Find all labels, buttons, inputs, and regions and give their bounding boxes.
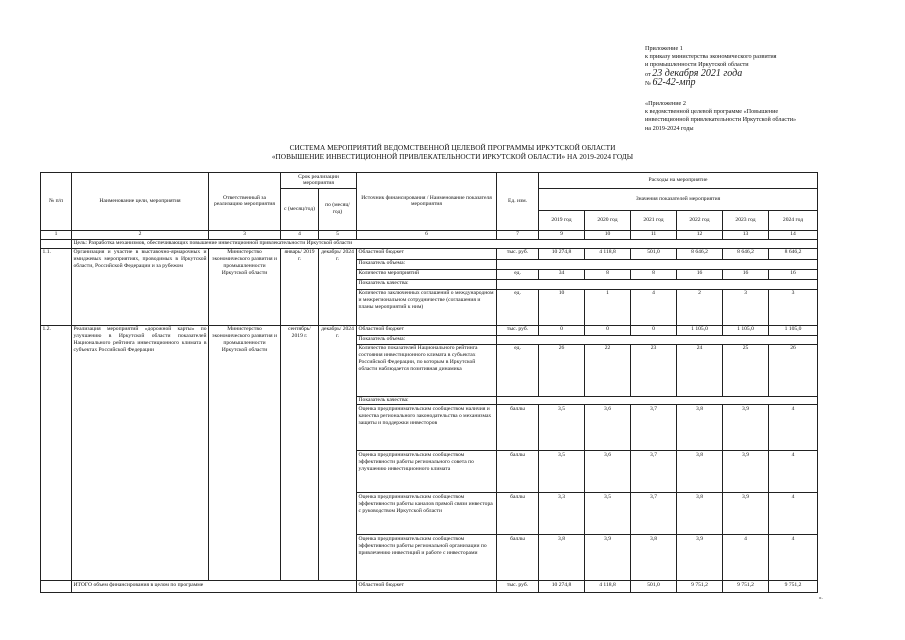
header-year: 2021 год [631, 210, 677, 230]
value-cell: 1 105,0 [723, 325, 769, 335]
value-cell: 1 105,0 [769, 325, 818, 335]
col-number: 12 [677, 230, 723, 239]
col-number: 10 [585, 230, 631, 239]
header-num: № п/п [41, 173, 72, 231]
value-cell: 8 [631, 269, 677, 279]
value-cell: 3,9 [723, 493, 769, 535]
value-cell: 3 [769, 289, 818, 325]
m2-budget-unit: тыс. руб. [497, 325, 539, 335]
appendix2-block [645, 100, 845, 133]
m1-volume-label: Показатель объема: [357, 259, 497, 269]
value-cell: 9 751,2 [723, 581, 769, 593]
header-expenses: Расходы на мероприятие [539, 173, 818, 189]
value-cell: 10 [539, 289, 585, 325]
m2-quality-unit: баллы [497, 493, 539, 535]
value-cell: 16 [677, 269, 723, 279]
m1-num: 1.1. [41, 248, 72, 325]
value-cell: 16 [723, 269, 769, 279]
col-number: 1 [41, 230, 72, 239]
m2-quality-unit: баллы [497, 405, 539, 451]
value-cell: 24 [677, 344, 723, 396]
value-cell: 26 [539, 344, 585, 396]
header-name: Наименование цели, мероприятия [72, 173, 209, 231]
value-cell: 10 274,8 [539, 581, 585, 593]
number-prefix: № [645, 79, 651, 87]
goal-num-cell [41, 239, 72, 248]
m1-volume-name: Количество мероприятий [357, 269, 497, 279]
col-number: 7 [497, 230, 539, 239]
value-cell: 3,8 [677, 405, 723, 451]
m2-volume-name: Количество показателей Национального рейтинга состояния инвестиционного климата в субъектах Российской Федерации, по которым в Иркутской области наблюдается позитивная динамика [357, 344, 497, 396]
value-cell: 22 [585, 344, 631, 396]
header-year: 2024 год [769, 210, 818, 230]
value-cell: 1 [585, 289, 631, 325]
value-cell: 8 [585, 269, 631, 279]
col-number: 5 [319, 230, 357, 239]
end-quote-mark: ». [819, 596, 823, 601]
value-cell: 4 [723, 535, 769, 581]
m2-name: Реализация мероприятий «дорожной карты» по улучшению в Иркутской области показателей Национального рейтинга инвестиционного климата в субъектах Российской Федерации [72, 325, 209, 581]
col-number: 2 [72, 230, 209, 239]
col-number: 11 [631, 230, 677, 239]
empty-cell [497, 396, 818, 405]
total-source: Областной бюджет [357, 581, 497, 593]
m1-name: Организация и участие в выставочно-ярмарочных и имиджевых мероприятиях, проводимых в Иркутской области, Российской Федерации и за рубежом [72, 248, 209, 325]
appendix2-line: «Приложение 2 [645, 100, 686, 107]
m2-volume-unit: ед. [497, 344, 539, 396]
value-cell: 4 118,8 [585, 581, 631, 593]
m2-responsible: Министерство экономического развития и промышленности Иркутской области [209, 325, 281, 581]
value-cell: 4 118,8 [585, 248, 631, 259]
m1-responsible: Министерство экономического развития и промышленности Иркутской области [209, 248, 281, 325]
header-unit: Ед. изм. [497, 173, 539, 231]
value-cell: 3,8 [631, 535, 677, 581]
m2-num: 1.2. [41, 325, 72, 581]
appendix-number [645, 76, 845, 88]
header-term-to: по (месяц/год) [319, 188, 357, 230]
appendix2-line: на 2019-2024 годы [645, 124, 694, 132]
value-cell: 0 [585, 325, 631, 335]
value-cell: 4 [769, 405, 818, 451]
value-cell: 3,5 [539, 451, 585, 493]
value-cell: 16 [769, 269, 818, 279]
m2-quality-name: Оценка предпринимательским сообществом эффективности работы каналов прямой связи инвестора с руководством Иркутской области [357, 493, 497, 535]
document-title [0, 144, 905, 162]
value-cell: 8 646,2 [677, 248, 723, 259]
value-cell: 10 274,8 [539, 248, 585, 259]
m2-quality-name: Оценка предпринимательским сообществом эффективности работы регионального совета по улучшению инвестиционного климата [357, 451, 497, 493]
goal-row: Цель: Разработка механизмов, обеспечивающих повышение инвестиционной привлекательности Иркутской области [72, 239, 818, 248]
value-cell: 4 [769, 535, 818, 581]
value-cell: 3,6 [585, 451, 631, 493]
appendix2-line: к ведомственной целевой программе «Повышение [645, 108, 779, 116]
value-cell: 9 751,2 [677, 581, 723, 593]
m1-quality-label: Показатель качества: [357, 279, 497, 289]
empty-cell [497, 259, 818, 269]
col-number: 13 [723, 230, 769, 239]
header-year: 2020 год [585, 210, 631, 230]
m1-budget-unit: тыс. руб. [497, 248, 539, 259]
m1-quality-unit: ед. [497, 289, 539, 325]
value-cell: 4 [631, 289, 677, 325]
value-cell: 3,9 [723, 405, 769, 451]
m2-quality-unit: баллы [497, 535, 539, 581]
value-cell: 3,9 [677, 535, 723, 581]
empty-cell [497, 335, 818, 344]
col-number: 9 [539, 230, 585, 239]
value-cell: 0 [631, 325, 677, 335]
value-cell: 9 751,2 [769, 581, 818, 593]
m1-to: декабрь/ 2024 г. [319, 248, 357, 325]
value-cell: 8 646,2 [769, 248, 818, 259]
date-prefix: от [645, 70, 651, 78]
col-number: 6 [357, 230, 497, 239]
appendix2-line: инвестиционной привлекательности Иркутской области» [645, 116, 797, 124]
value-cell: 34 [539, 269, 585, 279]
title-line: «ПОВЫШЕНИЕ ИНВЕСТИЦИОННОЙ ПРИВЛЕКАТЕЛЬНОСТИ ИРКУТСКОЙ ОБЛАСТИ» НА 2019-2024 ГОДЫ [271, 151, 634, 161]
handwritten-number: 62-42-мпр [652, 76, 696, 88]
m2-quality-unit: баллы [497, 451, 539, 493]
total-label: ИТОГО объем финансирования в целом по программе [72, 581, 357, 593]
header-indicator-values: Значения показателей мероприятия [539, 188, 818, 210]
value-cell: 23 [631, 344, 677, 396]
m2-quality-name: Оценка предпринимательским сообществом эффективности работы региональной организации по привлечению инвестиций и работе с инвесторами [357, 535, 497, 581]
value-cell: 501,0 [631, 248, 677, 259]
value-cell: 3,9 [585, 535, 631, 581]
value-cell: 3,7 [631, 405, 677, 451]
header-responsible: Ответственный за реализацию мероприятия [209, 173, 281, 231]
header-term-from: с (месяц/год) [281, 188, 319, 230]
value-cell: 3,8 [677, 451, 723, 493]
value-cell: 3,5 [585, 493, 631, 535]
value-cell: 4 [769, 493, 818, 535]
value-cell: 4 [769, 451, 818, 493]
m2-from: сентябрь/ 2019 г. [281, 325, 319, 581]
m2-quality-name: Оценка предпринимательским сообществом наличия и качества регионального законодательства о механизмах защиты и поддержки инвесторов [357, 405, 497, 451]
value-cell: 3 [723, 289, 769, 325]
value-cell: 3,3 [539, 493, 585, 535]
col-number: 3 [209, 230, 281, 239]
value-cell: 0 [539, 325, 585, 335]
value-cell: 3,5 [539, 405, 585, 451]
handwritten-date: 23 декабря 2021 года [652, 67, 743, 79]
appendix-line: и промышленности Иркутской области [645, 61, 749, 69]
appendix-line: к приказу министерства экономического развития [645, 53, 777, 61]
header-year: 2019 год [539, 210, 585, 230]
value-cell: 3,8 [539, 535, 585, 581]
appendix-block [645, 45, 845, 88]
m2-to: декабрь/ 2024 г. [319, 325, 357, 581]
header-term: Срок реализации мероприятия [281, 173, 357, 189]
value-cell: 501,0 [631, 581, 677, 593]
value-cell: 1 105,0 [677, 325, 723, 335]
m2-volume-label: Показатель объема: [357, 335, 497, 344]
m2-quality-label: Показатель качества: [357, 396, 497, 405]
title-line: СИСТЕМА МЕРОПРИЯТИЙ ВЕДОМСТВЕННОЙ ЦЕЛЕВОЙ ПРОГРАММЫ ИРКУТСКОЙ ОБЛАСТИ [289, 143, 616, 152]
value-cell: 8 646,2 [723, 248, 769, 259]
measures-table [40, 172, 818, 593]
col-number: 4 [281, 230, 319, 239]
m1-from: январь/ 2019 г. [281, 248, 319, 325]
m1-volume-unit: ед. [497, 269, 539, 279]
m2-budget-source: Областной бюджет [357, 325, 497, 335]
total-num-cell [41, 581, 72, 593]
empty-cell [497, 279, 818, 289]
value-cell: 3,6 [585, 405, 631, 451]
header-source: Источник финансирования / Наименование показателя мероприятия [357, 173, 497, 231]
value-cell: 3,8 [677, 493, 723, 535]
value-cell: 2 [677, 289, 723, 325]
value-cell: 3,7 [631, 451, 677, 493]
header-year: 2023 год [723, 210, 769, 230]
header-year: 2022 год [677, 210, 723, 230]
col-number: 14 [769, 230, 818, 239]
appendix-line: Приложение 1 [645, 45, 683, 52]
total-unit: тыс. руб. [497, 581, 539, 593]
value-cell: 26 [769, 344, 818, 396]
m1-quality-name: Количество заключенных соглашений о международном и межрегиональном сотрудничестве (соглашения и планы мероприятий к ним) [357, 289, 497, 325]
value-cell: 25 [723, 344, 769, 396]
value-cell: 3,7 [631, 493, 677, 535]
value-cell: 3,9 [723, 451, 769, 493]
m1-budget-source: Областной бюджет [357, 248, 497, 259]
